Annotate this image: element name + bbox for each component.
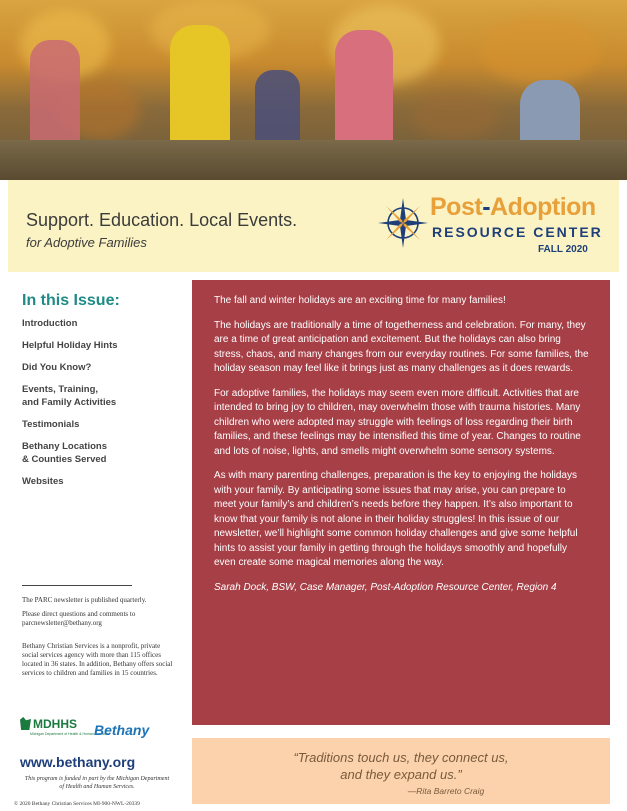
website-link[interactable]: www.bethany.org — [20, 754, 136, 770]
toc-item-locations[interactable]: Bethany Locations & Counties Served — [22, 441, 107, 465]
toc-item-holiday-hints[interactable]: Helpful Holiday Hints — [22, 340, 118, 351]
toc-item-testimonials[interactable]: Testimonials — [22, 419, 80, 430]
contact-note: Please direct questions and comments to parcnewsletter@bethany.org — [22, 610, 136, 627]
article-paragraph: The fall and winter holidays are an exciting time for many families! — [214, 295, 506, 306]
toc-item-introduction[interactable]: Introduction — [22, 318, 78, 329]
quote-author: —Rita Barreto Craig — [407, 786, 485, 796]
quote-box — [192, 738, 610, 804]
hero-photo — [0, 0, 627, 180]
in-this-issue-heading: In this Issue: — [22, 292, 120, 309]
michigan-icon — [20, 717, 31, 730]
issue-season: FALL 2020 — [538, 244, 588, 255]
article-body — [192, 280, 610, 725]
compass-icon — [376, 196, 430, 250]
logo-subtitle: RESOURCE CENTER — [432, 224, 603, 240]
article-paragraph: For adoptive families, the holidays may seem even more difficult. Activities that are intended to bring joy to children, may overwhelm those with trauma histories. Many children who were adopted may struggle with feelings of loss regarding their birth families, and these feelings may be intensified this time of year. Changes to routine and lots of noise, lights, and smells might overwhelm some sensory systems. — [214, 387, 581, 457]
organization-note: Bethany Christian Services is a nonprofit, private social services agency with more than 115 offices located in 36 states. In addition, Bethany offers social services to children and families in 15 countries. — [22, 642, 173, 677]
bethany-logo: Bethany — [94, 722, 150, 738]
funding-note: This program is funded in part by the Michigan Department of Health and Human Services. — [24, 776, 170, 790]
ground — [0, 140, 627, 180]
mdhhs-subtitle: Michigan Department of Health & Human Services — [30, 732, 109, 736]
article-paragraph: The holidays are traditionally a time of togetherness and celebration. For many, they are a time of great anticipation and excitement. But the holidays can also bring stress, chaos, and many changes from our everyday routines. For some families, the holiday season may feel like it brings just as many challenges as it does rewards. — [214, 319, 589, 374]
quote-line: and they expand us.” — [340, 767, 462, 782]
sidebar-divider — [22, 585, 132, 586]
article-paragraph: As with many parenting challenges, preparation is the key to enjoying the holidays with your family. By anticipating some issues that may arise, you can prepare to meet your family’s and children’s needs before they happen. It’s also important to know that your family is not alone in their holiday struggles! In this issue of our newsletter, we’ll highlight some common holiday challenges and give some helpful hints to assist your family in getting through the holidays smoothly and hopefully even create some magical memories along the way. — [214, 470, 578, 568]
publication-note: The PARC newsletter is published quarterly. — [22, 596, 147, 604]
toc-item-did-you-know[interactable]: Did You Know? — [22, 362, 92, 373]
copyright: © 2020 Bethany Christian Services MI-900-NWL-20339 — [14, 801, 140, 807]
table-of-contents — [22, 317, 172, 497]
tagline: Support. Education. Local Events. — [26, 210, 298, 230]
toc-item-websites[interactable]: Websites — [22, 476, 64, 487]
article-signature: Sarah Dock, BSW, Case Manager, Post-Adoption Resource Center, Region 4 — [214, 581, 557, 593]
logo-wordmark: Post-Adoption — [430, 193, 596, 221]
quote-line: “Traditions touch us, they connect us, — [293, 750, 509, 765]
mdhhs-logo: MDHHS — [20, 717, 77, 731]
subtagline: for Adoptive Families — [26, 235, 147, 250]
toc-item-events[interactable]: Events, Training, and Family Activities — [22, 384, 117, 408]
